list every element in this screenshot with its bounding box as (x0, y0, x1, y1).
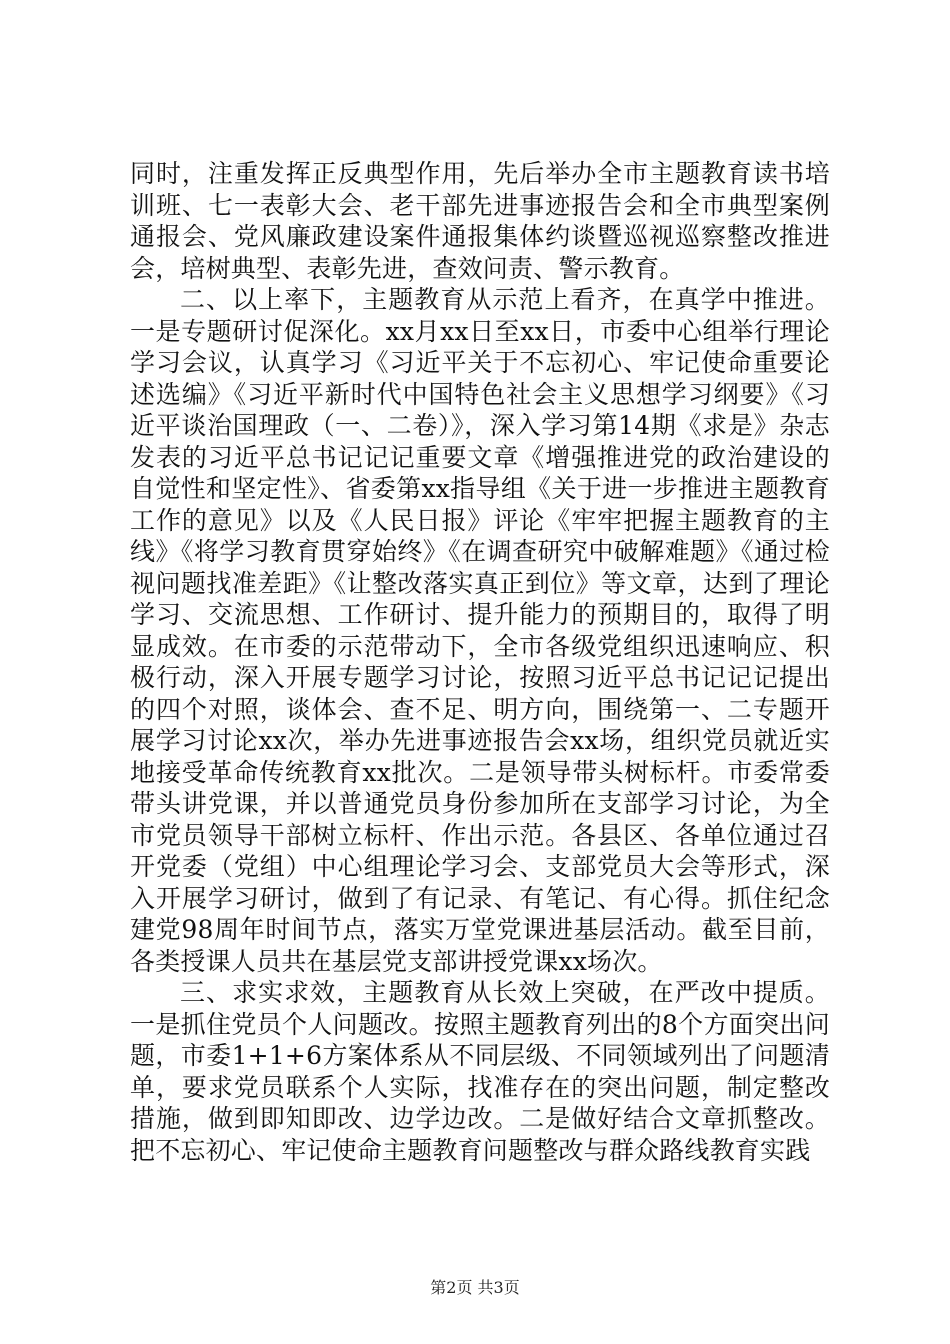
paragraph-3: 三、求实求效，主题教育从长效上突破，在严改中提质。一是抓住党员个人问题改。按照主题教育列出的8个方面突出问题，市委1+1+6方案体系从不同层级、不同领域列出了问题清单，要求党员联系个人实际，找准存在的突出问题，制定整改措施，做到即知即改、边学边改。二是做好结合文章抓整改。把不忘初心、牢记使命主题教育问题整改与群众路线教育实践 (130, 978, 830, 1165)
paragraph-1: 同时，注重发挥正反典型作用，先后举办全市主题教育读书培训班、七一表彰大会、老干部先进事迹报告会和全市典型案例通报会、党风廉政建设案件通报集体约谈暨巡视巡察整改推进会，培树典型、表彰先进，查效问责、警示教育。 (130, 159, 830, 283)
page-number-footer: 第2页 共3页 (430, 1278, 520, 1297)
document-body (130, 158, 830, 1166)
paragraph-2: 二、以上率下，主题教育从示范上看齐，在真学中推进。一是专题研讨促深化。xx月xx日至xx日，市委中心组举行理论学习会议，认真学习《习近平关于不忘初心、牢记使命重要论述选编》《习近平新时代中国特色社会主义思想学习纲要》《习近平谈治国理政（一、二卷）》，深入学习第14期《求是》杂志发表的习近平总书记记记重要文章《增强推进党的政治建设的自觉性和坚定性》、省委第xx指导组《关于进一步推进主题教育工作的意见》以及《人民日报》评论《牢牢把握主题教育的主线》《将学习教育贯穿始终》《在调查研究中破解难题》《通过检视问题找准差距》《让整改落实真正到位》等文章，达到了理论学习、交流思想、工作研讨、提升能力的预期目的，取得了明显成效。在市委的示范带动下，全市各级党组织迅速响应、积极行动，深入开展专题学习讨论，按照习近平总书记记记提出的四个对照，谈体会、查不足、明方向，围绕第一、二专题开展学习讨论xx次，举办先进事迹报告会xx场，组织党员就近实地接受革命传统教育xx批次。二是领导带头树标杆。市委常委带头讲党课，并以普通党员身份参加所在支部学习讨论，为全市党员领导干部树立标杆、作出示范。各县区、各单位通过召开党委（党组）中心组理论学习会、支部党员大会等形式，深入开展学习研讨，做到了有记录、有笔记、有心得。抓住纪念建党98周年时间节点，落实万堂党课进基层活动。截至目前，各类授课人员共在基层党支部讲授党课xx场次。 (130, 285, 830, 976)
